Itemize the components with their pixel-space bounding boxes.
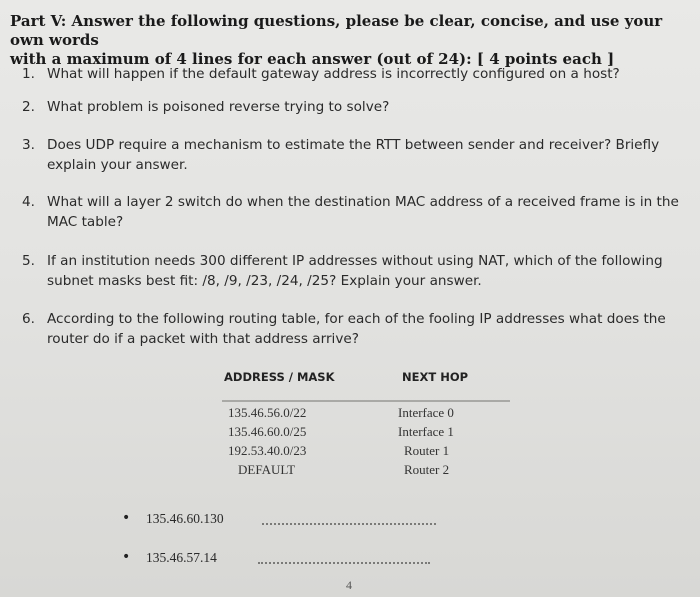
column-header-address: ADDRESS / MASK [224,370,335,384]
ip-address: 135.46.57.14 [146,550,217,565]
part-heading [10,12,690,69]
question-number: 5. [22,253,35,269]
question-2 [22,97,682,117]
ip-address: 135.46.60.130 [146,511,224,526]
question-number: 6. [22,311,35,327]
heading-line-2: with a maximum of 4 lines for each answer (out of 24): [ 4 points each ] [10,50,615,68]
question-number: 4. [22,194,35,210]
table-cell-next-hop: Interface 1 [398,424,454,439]
question-6 [22,309,682,349]
table-cell-address: DEFAULT [238,462,296,477]
column-header-next-hop: NEXT HOP [402,370,469,384]
bullet-icon: • [122,549,131,565]
question-number: 1. [22,66,35,82]
question-text: If an institution needs 300 different IP addresses without using NAT, which of the following subnet masks best fit: /8, /9, /23, /24, /25? Explain your answer. [47,253,663,289]
question-5 [22,251,682,291]
question-number: 3. [22,137,35,153]
heading-line-1: Part V: Answer the following questions, please be clear, concise, and use your own words [10,12,663,49]
table-cell-next-hop: Interface 0 [398,405,454,420]
table-cell-address: 135.46.56.0/22 [228,405,307,420]
answer-blank-line [258,562,430,564]
question-text: According to the following routing table, for each of the fooling IP addresses what does the router do if a packet with that address arrive? [47,311,666,347]
question-text: What will happen if the default gateway address is incorrectly configured on a host? [47,66,620,82]
answer-blank-line [262,523,436,525]
bullet-icon: • [122,510,131,526]
question-4 [22,192,682,232]
table-rule [222,400,510,402]
question-text: Does UDP require a mechanism to estimate the RTT between sender and receiver? Briefly explain your answer. [47,137,660,173]
question-1 [22,64,682,84]
table-cell-next-hop: Router 2 [404,462,450,477]
table-cell-address: 135.46.60.0/25 [228,424,307,439]
table-cell-next-hop: Router 1 [404,443,450,458]
question-text: What will a layer 2 switch do when the destination MAC address of a received frame is in the MAC table? [47,194,679,230]
question-3 [22,135,682,175]
table-cell-address: 192.53.40.0/23 [228,443,307,458]
page-number: 4 [346,578,352,592]
question-text: What problem is poisoned reverse trying to solve? [47,99,390,115]
question-number: 2. [22,99,35,115]
